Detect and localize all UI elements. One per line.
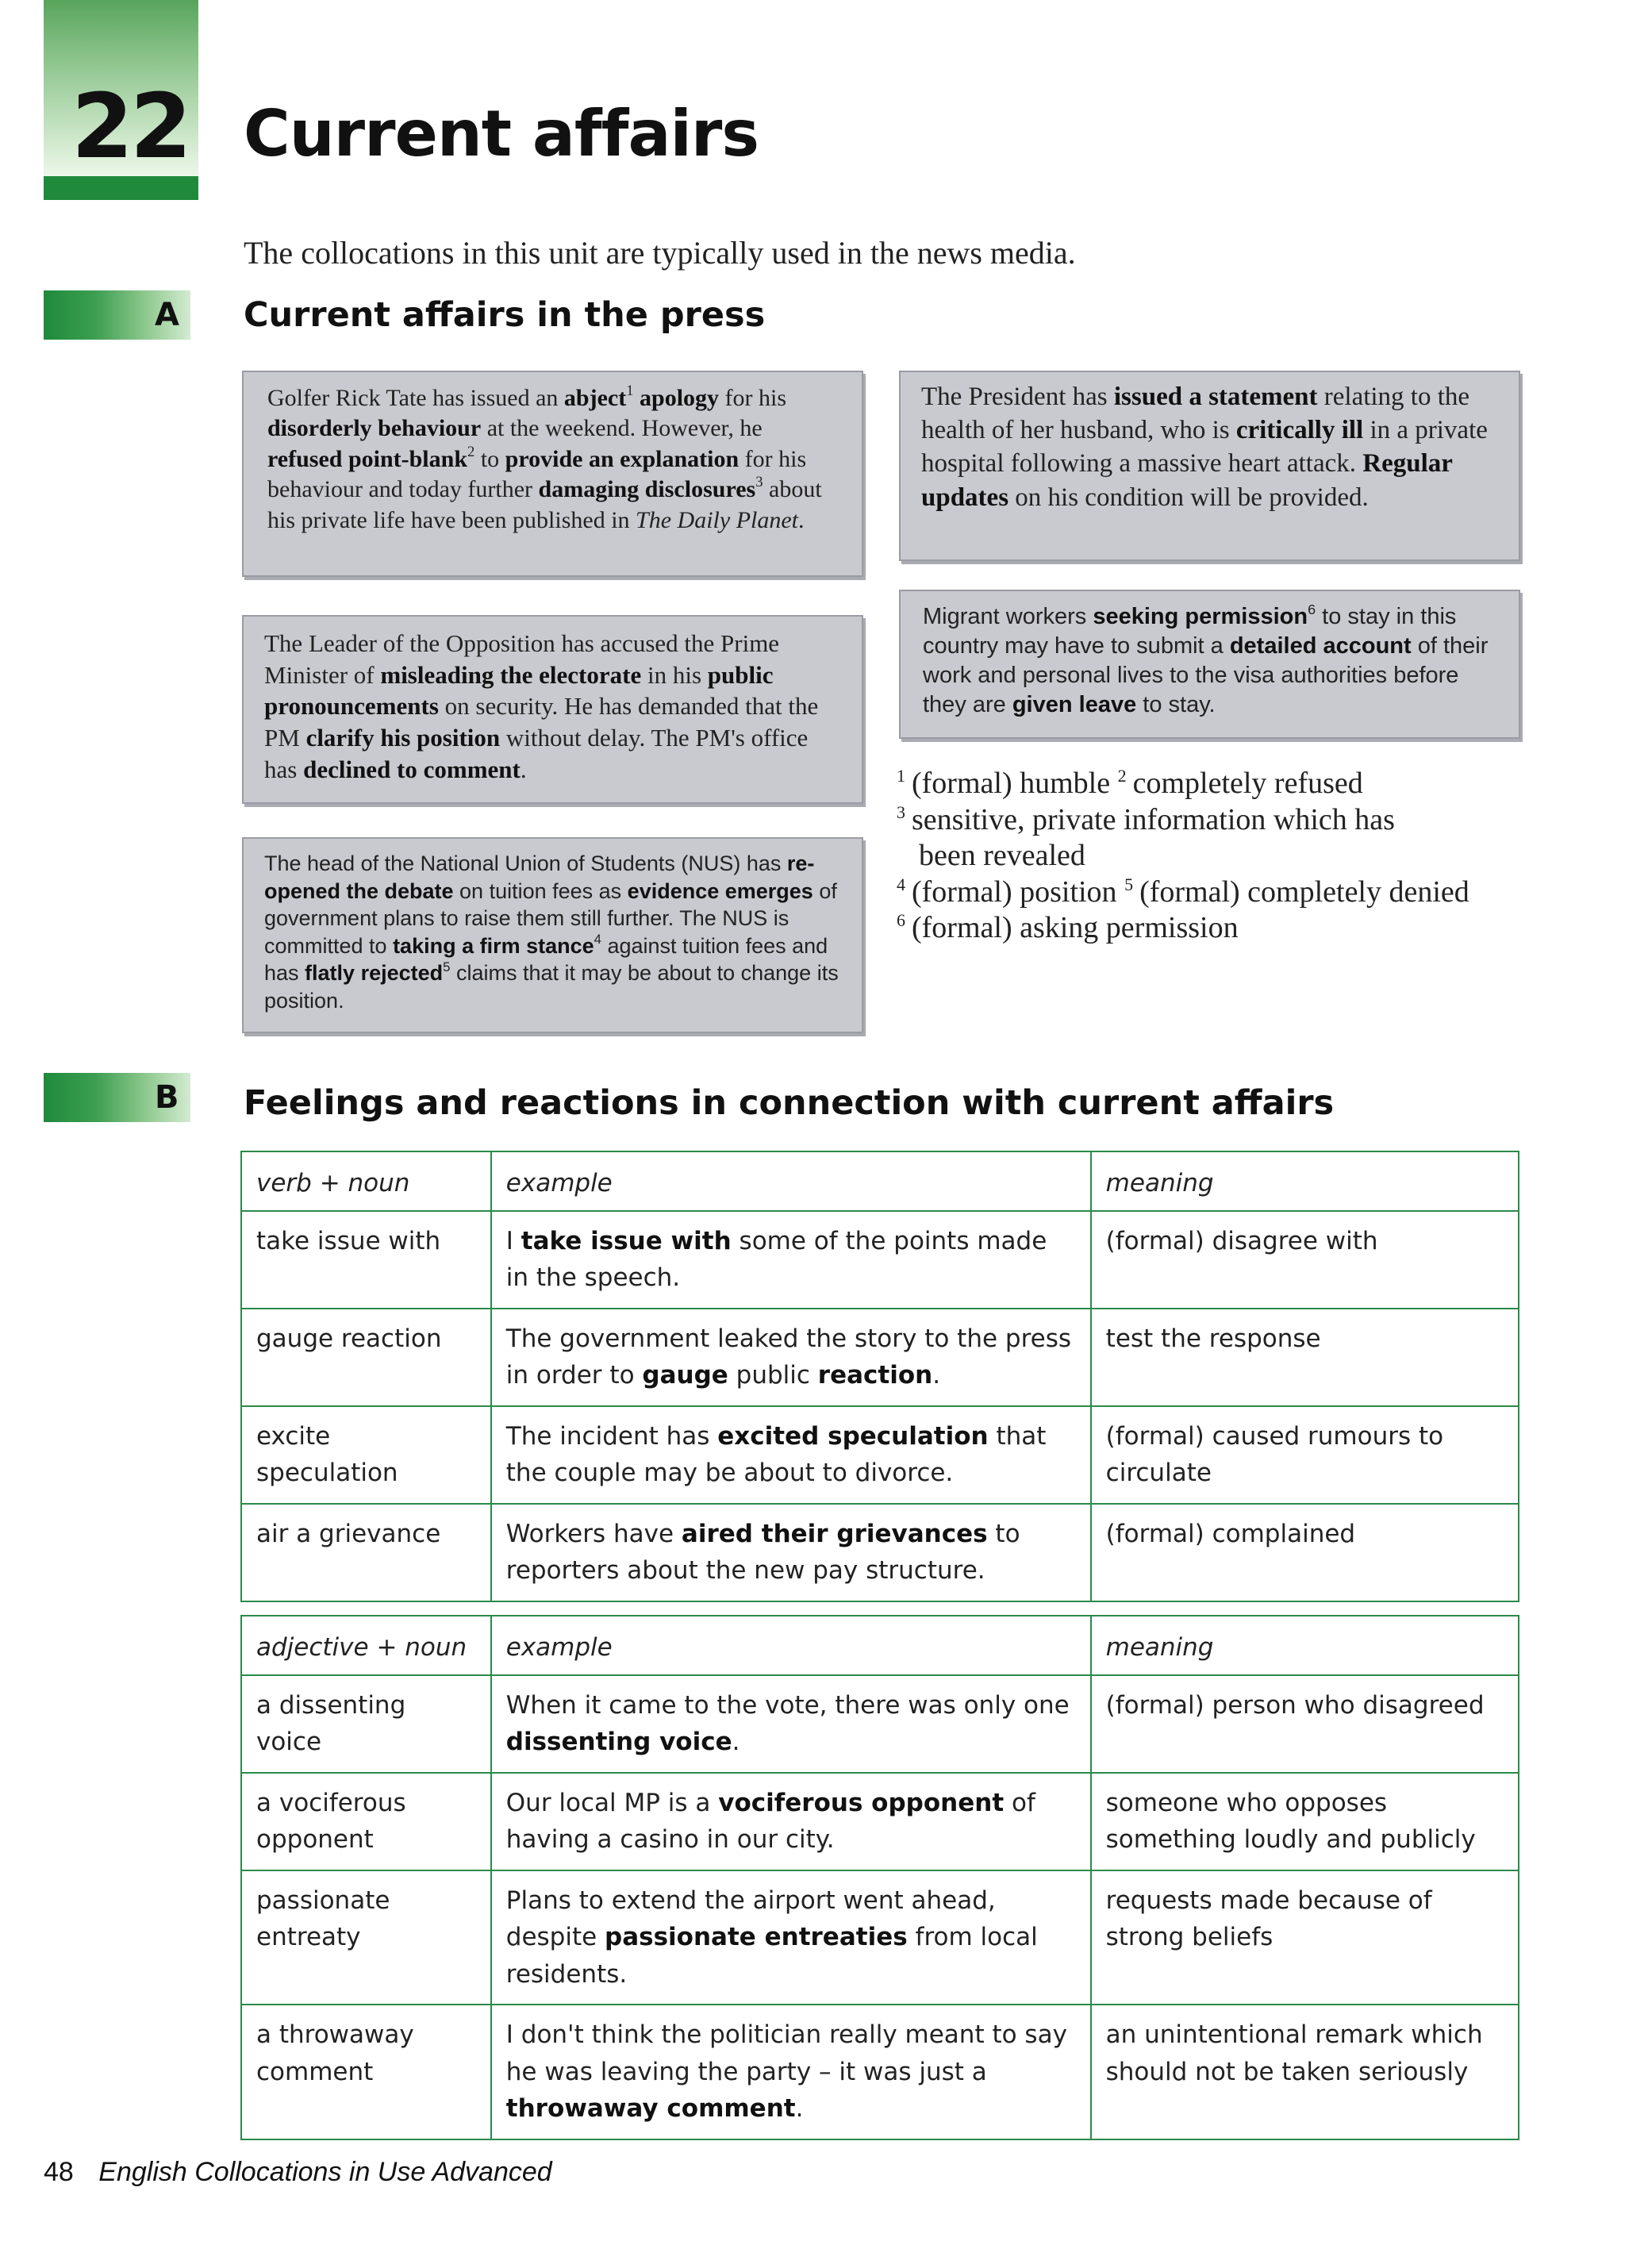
example-cell xyxy=(491,1675,1091,1773)
text-run: to stay in this country may have to submit a xyxy=(923,604,1457,659)
section-b-title: Feelings and reactions in connection with current affairs xyxy=(244,1083,1335,1123)
collocation-highlight: declined to comment xyxy=(303,755,521,783)
text-run: some of the points made in the speech. xyxy=(505,1226,1047,1292)
meaning-cell: (formal) complained xyxy=(1091,1504,1519,1601)
footnote-text: completely refused xyxy=(1132,767,1363,800)
section-b-letter: B xyxy=(155,1079,179,1116)
news-box-golfer xyxy=(242,371,863,577)
news-box-president xyxy=(899,371,1520,561)
footnote-ref: 5 xyxy=(443,959,451,974)
text-run: The incident has xyxy=(505,1421,718,1451)
text-run: Plans to extend the airport went ahead, despite xyxy=(505,1886,996,1951)
collocation-highlight: clarify his position xyxy=(305,724,501,752)
table-row xyxy=(241,2005,1519,2139)
text-run: The government leaked the story to the press in order to xyxy=(505,1324,1072,1390)
text-run: at the weekend. However, he xyxy=(481,415,763,442)
unit-intro: The collocations in this unit are typically used in the news media. xyxy=(244,235,1076,271)
text-run: . xyxy=(732,1728,740,1756)
collocation-highlight: reaction xyxy=(817,1361,933,1390)
text-run: . xyxy=(795,2094,804,2123)
text-run: The Leader of the Opposition has accused the Prime Minister of xyxy=(264,629,780,689)
column-header: example xyxy=(491,1616,1091,1675)
example-cell xyxy=(491,1309,1091,1406)
section-a-letter: A xyxy=(155,297,179,333)
table-row xyxy=(241,1870,1519,2005)
meaning-cell: requests made because of strong beliefs xyxy=(1091,1870,1519,2005)
collocation-highlight: vociferous opponent xyxy=(718,1788,1005,1817)
meaning-cell: an unintentional remark which should not be taken seriously xyxy=(1091,2005,1519,2139)
footnote-line xyxy=(897,875,1555,911)
column-header: verb + noun xyxy=(241,1151,491,1211)
text-run: . xyxy=(520,755,527,783)
footnote-number: 1 xyxy=(897,766,905,786)
column-header: meaning xyxy=(1091,1616,1519,1675)
footnote-line xyxy=(897,910,1555,947)
collocation-highlight: provide an explanation xyxy=(505,445,740,472)
collocation-highlight: disorderly behaviour xyxy=(267,415,482,442)
text-run: claims that it may be about to change its position. xyxy=(264,961,839,1013)
collocation-cell: air a grievance xyxy=(241,1504,491,1601)
table-row xyxy=(241,1406,1519,1504)
verb-noun-table xyxy=(240,1151,1519,1602)
page-footer xyxy=(44,2157,552,2188)
collocation-cell: excite speculation xyxy=(241,1406,491,1504)
meaning-cell: test the response xyxy=(1091,1309,1519,1406)
text-run: Our local MP is a xyxy=(505,1788,719,1817)
example-cell xyxy=(491,1870,1091,2005)
column-header: meaning xyxy=(1091,1151,1519,1211)
footnote-line xyxy=(897,838,1555,875)
meaning-cell: someone who opposes something loudly and publicly xyxy=(1091,1773,1519,1870)
example-cell xyxy=(491,1406,1091,1504)
text-run: on tuition fees as xyxy=(453,878,628,903)
footnote-text: (formal) humble xyxy=(912,767,1111,800)
table-row xyxy=(241,1211,1519,1309)
meaning-cell: (formal) caused rumours to circulate xyxy=(1091,1406,1519,1504)
collocation-highlight: gauge xyxy=(642,1361,728,1390)
text-run: to stay. xyxy=(1136,692,1216,718)
text-run: to reporters about the new pay structure. xyxy=(505,1519,1020,1585)
column-header: example xyxy=(491,1151,1091,1211)
text-run: I xyxy=(505,1226,521,1255)
collocation-highlight: critically ill xyxy=(1235,416,1364,445)
footnotes xyxy=(897,766,1555,947)
collocation-highlight: detailed account xyxy=(1229,633,1412,659)
collocation-highlight: refused point-blank xyxy=(267,445,468,472)
text-run: of having a casino in our city. xyxy=(505,1788,1035,1854)
text-run: The President has xyxy=(921,382,1114,411)
meaning-cell: (formal) person who disagreed xyxy=(1091,1675,1519,1773)
text-run: about his private life have been published in xyxy=(267,476,822,533)
table-row xyxy=(241,1675,1519,1773)
collocation-highlight: dissenting voice xyxy=(505,1728,732,1756)
text-run: public xyxy=(728,1361,818,1390)
collocation-cell: gauge reaction xyxy=(241,1309,491,1406)
collocation-highlight: throwaway comment xyxy=(505,2094,796,2123)
collocation-cell: a vociferous opponent xyxy=(241,1773,491,1870)
collocation-highlight: re-opened the debate xyxy=(264,851,815,903)
footnote-text: (formal) position xyxy=(912,875,1117,909)
collocation-highlight: taking a firm stance xyxy=(393,933,594,958)
text-run: relating to the health of her husband, who is xyxy=(921,382,1470,445)
text-run: without delay. The PM's office has xyxy=(264,724,809,783)
collocation-cell: a throwaway comment xyxy=(241,2005,491,2139)
text-run: for his xyxy=(719,385,787,411)
section-a-title: Current affairs in the press xyxy=(244,295,766,335)
table-header-row xyxy=(241,1616,1519,1675)
footnote-ref: 1 xyxy=(626,382,634,400)
unit-number: 22 xyxy=(71,75,189,179)
footnote-text: (formal) completely denied xyxy=(1139,875,1469,909)
table-header-row xyxy=(241,1151,1519,1211)
footnote-text: sensitive, private information which has xyxy=(912,802,1395,836)
text-run: in a private hospital following a massive heart attack. xyxy=(921,416,1488,479)
footnote-number: 4 xyxy=(897,874,905,894)
text-run: Golfer Rick Tate has issued an xyxy=(267,385,564,411)
collocation-highlight: flatly rejected xyxy=(305,961,444,986)
text-run: Migrant workers xyxy=(923,604,1093,629)
collocation-highlight: misleading the electorate xyxy=(380,660,642,689)
table-row xyxy=(241,1309,1519,1406)
page-number: 48 xyxy=(44,2157,74,2187)
collocation-highlight: given leave xyxy=(1012,692,1137,718)
text-run: on security. He has demanded that the PM xyxy=(264,692,819,752)
unit-title: Current affairs xyxy=(244,97,759,171)
example-cell xyxy=(491,1211,1091,1309)
example-cell xyxy=(491,1504,1091,1601)
text-run: of government plans to raise them still further. The NUS is committed to xyxy=(264,878,837,958)
meaning-cell: (formal) disagree with xyxy=(1091,1211,1519,1309)
text-run: I don't think the politician really meant to say he was leaving the party – it was just a xyxy=(505,2020,1067,2086)
news-box-opposition xyxy=(242,615,863,804)
table-row xyxy=(241,1504,1519,1601)
collocation-highlight: excited speculation xyxy=(717,1421,989,1451)
adjective-noun-table xyxy=(240,1615,1519,2140)
collocation-highlight: take issue with xyxy=(521,1226,732,1255)
footnote-number: 3 xyxy=(897,801,905,822)
collocation-cell: passionate entreaty xyxy=(241,1870,491,2005)
text-run: . xyxy=(798,506,805,533)
text-run: of their work and personal lives to the visa authorities before they are xyxy=(923,633,1489,718)
collocation-cell: take issue with xyxy=(241,1211,491,1309)
text-run: for his behaviour and today further xyxy=(267,445,807,503)
column-header: adjective + noun xyxy=(241,1616,491,1675)
footnote-ref: 3 xyxy=(755,474,763,491)
text-run: Workers have xyxy=(505,1519,682,1548)
footnote-number: 2 xyxy=(1117,766,1127,786)
collocation-cell: a dissenting voice xyxy=(241,1675,491,1773)
example-cell xyxy=(491,1773,1091,1870)
text-run: When it came to the vote, there was only one xyxy=(505,1690,1070,1720)
footnote-number: 5 xyxy=(1124,874,1134,894)
table-row xyxy=(241,1773,1519,1870)
collocation-highlight: passionate entreaties xyxy=(605,1923,908,1951)
collocation-highlight: public pronouncements xyxy=(264,660,774,721)
unit-tab-bar xyxy=(44,176,198,200)
footnote-ref: 6 xyxy=(1308,601,1316,617)
collocation-highlight: evidence emerges xyxy=(627,878,813,903)
collocation-highlight: apology xyxy=(640,385,720,411)
text-run: against tuition fees and has xyxy=(264,933,828,986)
collocation-highlight: seeking permission xyxy=(1093,604,1308,629)
collocation-highlight: issued a statement xyxy=(1113,382,1318,411)
collocation-highlight: damaging disclosures xyxy=(538,476,756,503)
footnote-line xyxy=(897,766,1555,802)
footnote-ref: 2 xyxy=(467,443,475,460)
footnote-line xyxy=(897,802,1555,839)
footnote-ref: 4 xyxy=(594,931,601,947)
collocation-highlight: Regular updates xyxy=(921,449,1453,512)
text-run xyxy=(634,385,640,411)
text-run: to xyxy=(474,445,505,472)
footnote-text: been revealed xyxy=(919,839,1085,873)
text-run: from local residents. xyxy=(505,1923,1038,1989)
text-run: on his condition will be provided. xyxy=(1008,482,1369,512)
news-box-nus xyxy=(242,837,863,1033)
text-run: that the couple may be about to divorce. xyxy=(505,1421,1047,1487)
example-cell xyxy=(491,2005,1091,2139)
collocation-highlight: aired their grievances xyxy=(681,1519,988,1548)
collocation-highlight: abject xyxy=(563,385,627,411)
text-run: in his xyxy=(641,660,708,689)
text-run: . xyxy=(932,1361,941,1390)
book-title: English Collocations in Use Advanced xyxy=(98,2157,552,2187)
text-run: The head of the National Union of Students (NUS) has xyxy=(264,851,787,875)
footnote-number: 6 xyxy=(897,910,905,931)
publication-name: The Daily Planet xyxy=(636,506,799,533)
news-box-migrant xyxy=(899,590,1520,739)
footnote-text: (formal) asking permission xyxy=(912,911,1239,945)
